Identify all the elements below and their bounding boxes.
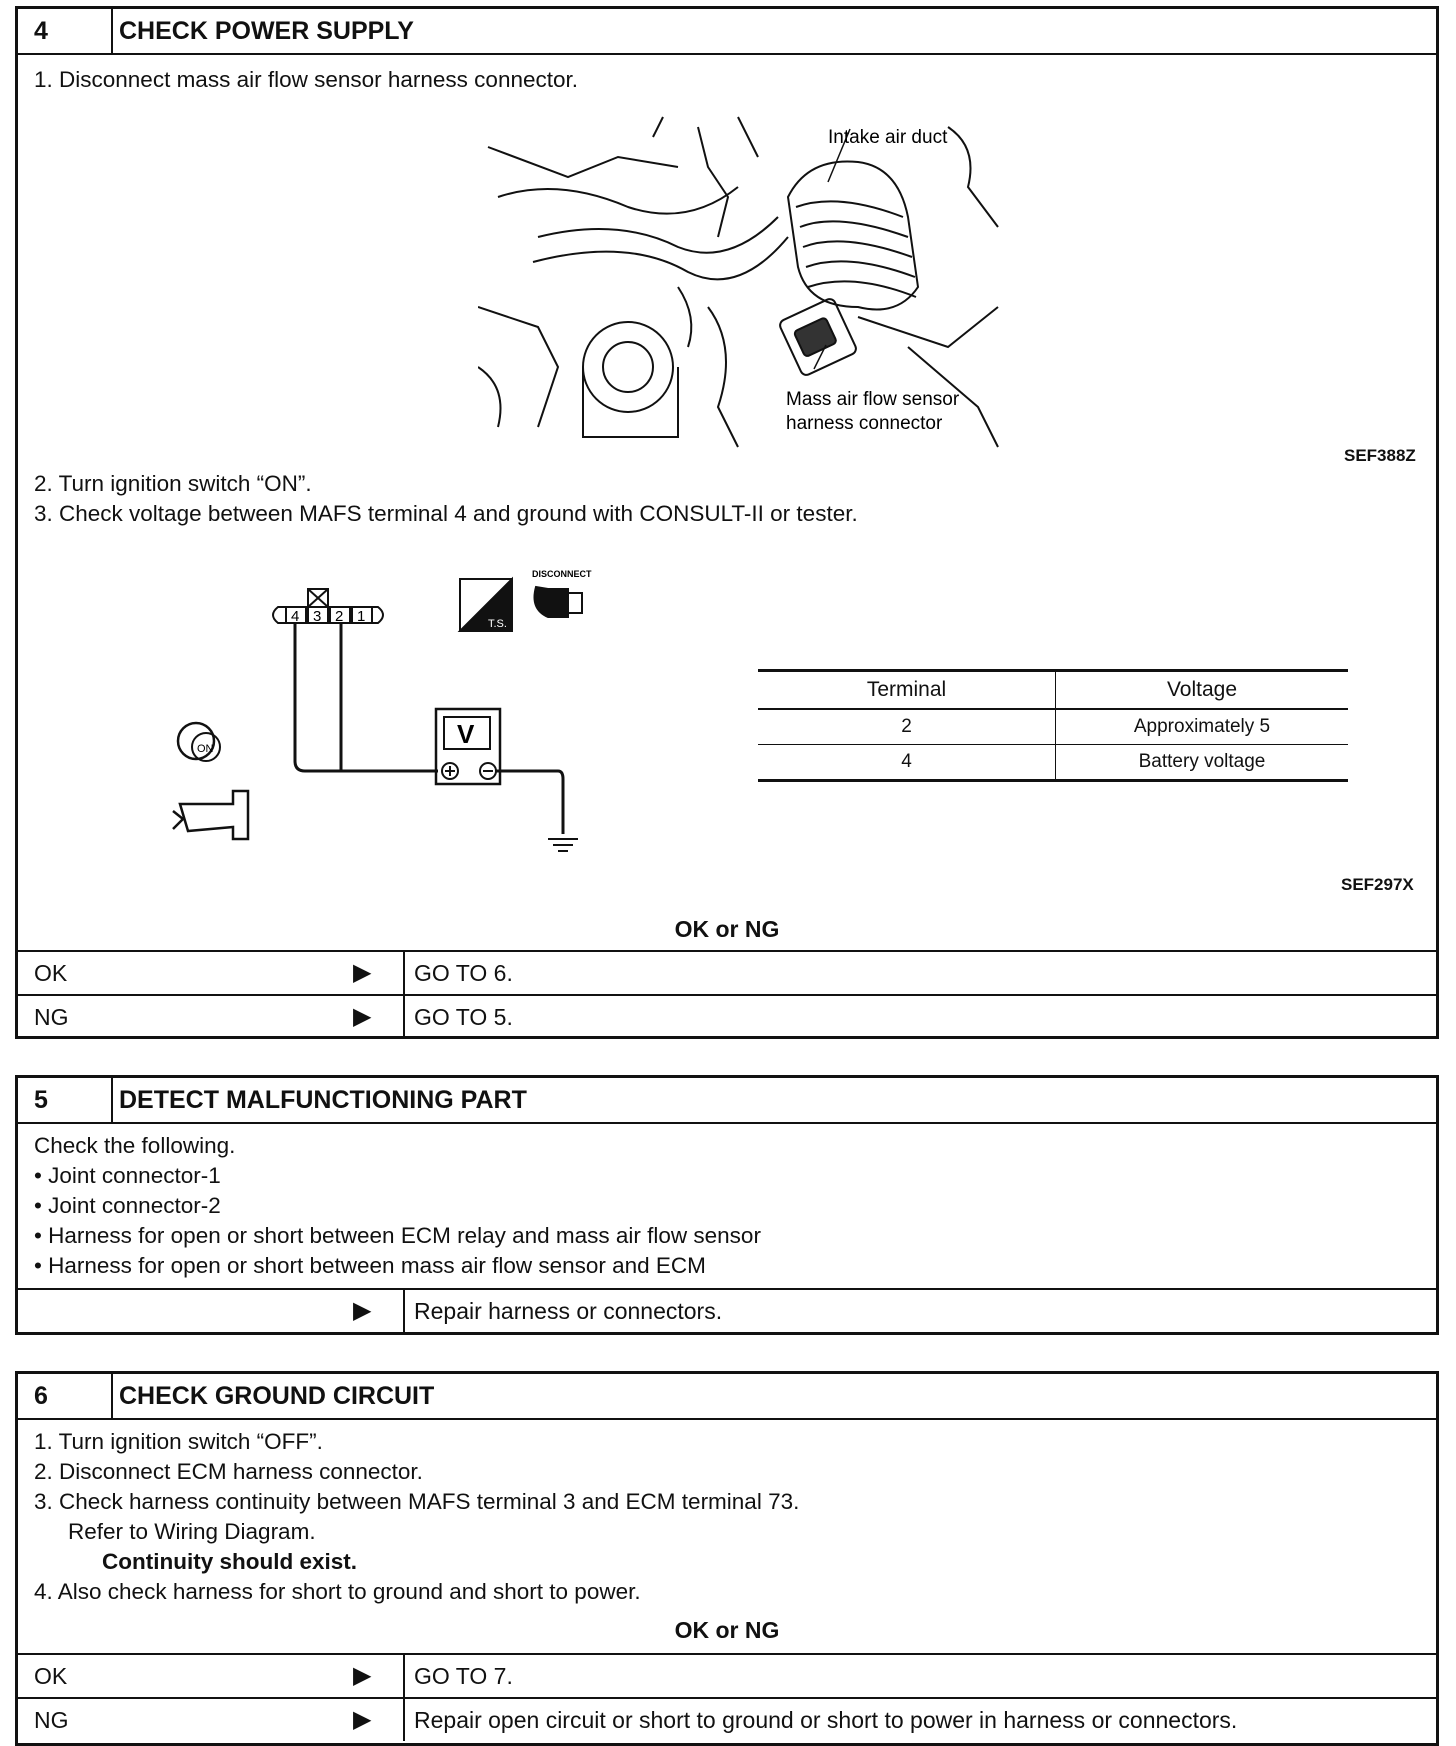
step-number: 5 <box>18 1078 113 1122</box>
figure-code-2: SEF297X <box>1341 875 1414 894</box>
row-divider <box>403 996 405 1038</box>
connector-terminal-1: 1 <box>357 608 366 625</box>
step-number: 4 <box>18 9 113 53</box>
result-value: Repair open circuit or short to ground or short to power in harness or connectors. <box>414 1707 1238 1733</box>
ok-or-ng-label: OK or NG <box>674 1617 780 1643</box>
table-row <box>758 745 1348 781</box>
voltage-check-diagram <box>138 559 638 869</box>
table-cell: 2 <box>758 709 1056 745</box>
connector-terminal-3: 3 <box>313 608 322 625</box>
result-row-ok <box>18 1653 1436 1697</box>
step-title: CHECK POWER SUPPLY <box>119 17 414 45</box>
arrow-icon: ▶ <box>353 1706 372 1733</box>
instruction-3: 3. Check voltage between MAFS terminal 4 and ground with CONSULT-II or tester. <box>34 501 858 526</box>
row-divider <box>403 1655 405 1697</box>
instruction-4: 4. Also check harness for short to ground and short to power. <box>34 1579 641 1604</box>
instruction-2: 2. Disconnect ECM harness connector. <box>34 1459 423 1484</box>
bullet-item: • Harness for open or short between ECM relay and mass air flow sensor <box>34 1223 761 1248</box>
result-key: NG <box>34 1004 69 1030</box>
arrow-icon: ▶ <box>353 1662 372 1689</box>
table-cell: 4 <box>758 745 1056 781</box>
row-divider <box>403 1290 405 1332</box>
row-divider <box>403 1699 405 1741</box>
intro-text: Check the following. <box>34 1133 236 1158</box>
arrow-icon: ▶ <box>353 1297 372 1324</box>
step-5-box <box>15 1075 1439 1335</box>
voltmeter-label: V <box>457 719 475 749</box>
table-header-terminal: Terminal <box>758 671 1056 710</box>
ok-or-ng-label: OK or NG <box>674 916 780 942</box>
result-row-ok <box>18 950 1436 994</box>
step-title: CHECK GROUND CIRCUIT <box>119 1382 435 1410</box>
step-4-box <box>15 6 1439 1039</box>
connector-terminal-4: 4 <box>291 608 300 625</box>
step-number: 6 <box>18 1374 113 1418</box>
voltage-table <box>758 669 1348 782</box>
row-divider <box>403 952 405 994</box>
result-row <box>18 1288 1436 1332</box>
step-6-box <box>15 1371 1439 1746</box>
result-row-ng <box>18 994 1436 1038</box>
result-value: GO TO 6. <box>414 960 513 986</box>
result-value: Repair harness or connectors. <box>414 1298 723 1324</box>
ignition-on-label: ON <box>197 743 214 755</box>
disconnect-label: DISCONNECT <box>532 569 592 579</box>
result-row-ng <box>18 1697 1436 1741</box>
bullet-item: • Joint connector-1 <box>34 1163 221 1188</box>
expected-result: Continuity should exist. <box>102 1549 358 1574</box>
figure-code-1: SEF388Z <box>1344 446 1416 465</box>
engine-bay-illustration <box>478 107 1008 467</box>
bullet-item: • Joint connector-2 <box>34 1193 221 1218</box>
arrow-icon: ▶ <box>353 959 372 986</box>
table-header-row <box>758 671 1348 710</box>
result-value: GO TO 7. <box>414 1663 513 1689</box>
result-key: OK <box>34 1663 68 1689</box>
mafs-connector-label-2: harness connector <box>786 413 943 434</box>
instruction-1: 1. Disconnect mass air flow sensor harness connector. <box>34 67 578 92</box>
step-4-header <box>18 9 1436 55</box>
intake-air-duct-label: Intake air duct <box>828 127 948 148</box>
instruction-3-note: Refer to Wiring Diagram. <box>68 1519 316 1544</box>
table-header-voltage: Voltage <box>1056 671 1349 710</box>
instruction-3: 3. Check harness continuity between MAFS terminal 3 and ECM terminal 73. <box>34 1489 800 1514</box>
instruction-1: 1. Turn ignition switch “OFF”. <box>34 1429 323 1454</box>
result-key: NG <box>34 1707 69 1733</box>
arrow-icon: ▶ <box>353 1003 372 1030</box>
bullet-item: • Harness for open or short between mass air flow sensor and ECM <box>34 1253 706 1278</box>
step-5-header <box>18 1078 1436 1124</box>
instruction-2: 2. Turn ignition switch “ON”. <box>34 471 312 496</box>
result-key: OK <box>34 960 68 986</box>
table-cell: Approximately 5 <box>1056 709 1349 745</box>
table-row <box>758 709 1348 745</box>
step-6-header <box>18 1374 1436 1420</box>
mafs-connector-label-1: Mass air flow sensor <box>786 389 960 410</box>
connector-terminal-2: 2 <box>335 608 344 625</box>
step-title: DETECT MALFUNCTIONING PART <box>119 1086 527 1114</box>
result-value: GO TO 5. <box>414 1004 513 1030</box>
table-cell: Battery voltage <box>1056 745 1349 781</box>
ts-label: T.S. <box>488 618 507 630</box>
